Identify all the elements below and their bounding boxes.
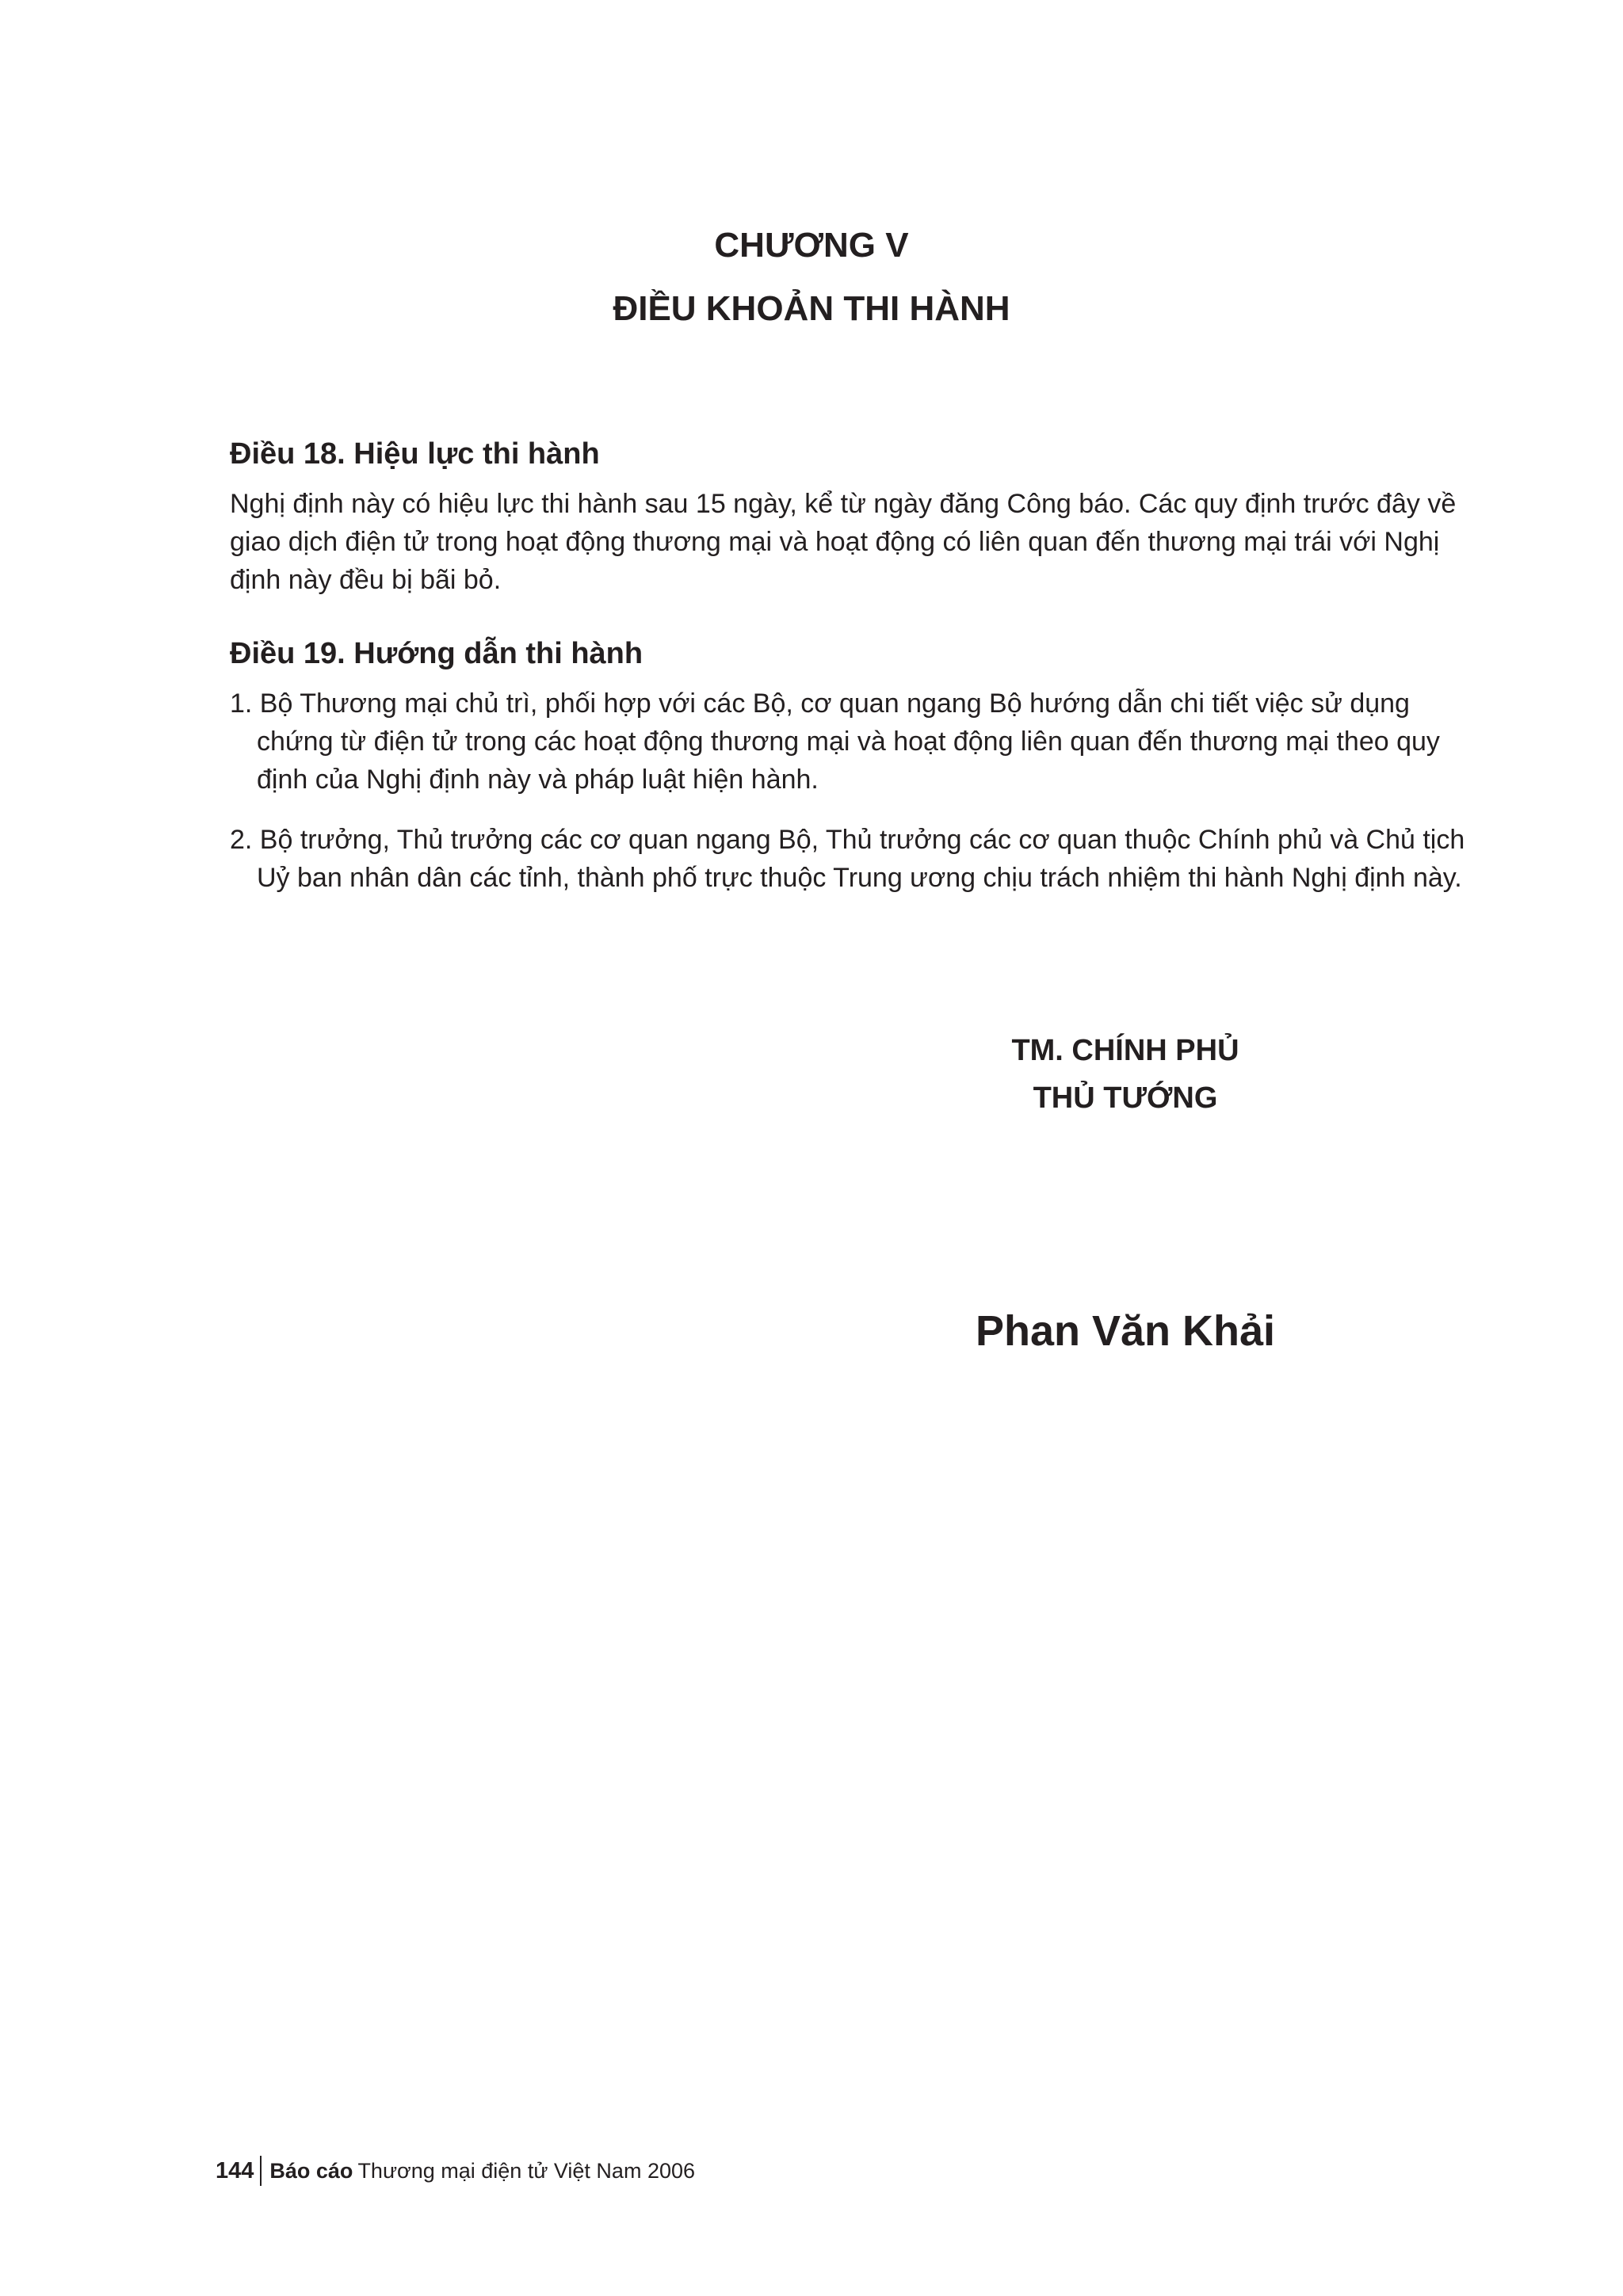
footer-divider [260,2156,262,2186]
publication-name-rest: Thương mại điện tử Việt Nam 2006 [357,2158,696,2183]
article-18 [230,434,1466,599]
chapter-title: ĐIỀU KHOẢN THI HÀNH [613,289,1010,328]
article-18-body: Nghị định này có hiệu lực thi hành sau 15 ngày, kể từ ngày đăng Công báo. Các quy định trước đây về giao dịch điện tử trong hoạt động thương mại và hoạt động có liên quan đến thương mại trái với Nghị định này đều bị bãi bỏ. [230,489,1457,595]
chapter-number: CHƯƠNG V [714,226,909,265]
page-footer [216,2155,695,2187]
signature-organization: TM. CHÍNH PHỦ [1011,1034,1239,1067]
page-number: 144 [216,2157,254,2183]
article-19-heading: Điều 19. Hướng dẫn thi hành [230,637,643,670]
article-19 [230,634,1466,897]
publication-name-bold: Báo cáo [269,2158,353,2183]
signature-title: THỦ TƯỚNG [1033,1081,1218,1115]
article-19-item-2: 2. Bộ trưởng, Thủ trưởng các cơ quan ngang Bộ, Thủ trưởng các cơ quan thuộc Chính phủ và Chủ tịch Uỷ ban nhân dân các tỉnh, thành phố trực thuộc Trung ương chịu trách nhiệm thi hành Nghị định này. [230,825,1465,893]
article-18-heading: Điều 18. Hiệu lực thi hành [230,437,600,471]
signer-name: Phan Văn Khải [975,1307,1276,1355]
article-19-item-1: 1. Bộ Thương mại chủ trì, phối hợp với các Bộ, cơ quan ngang Bộ hướng dẫn chi tiết việc sử dụng chứng từ điện tử trong các hoạt động thương mại và hoạt động liên quan đến thương mại theo quy định của Nghị định này và pháp luật hiện hành. [230,688,1440,795]
